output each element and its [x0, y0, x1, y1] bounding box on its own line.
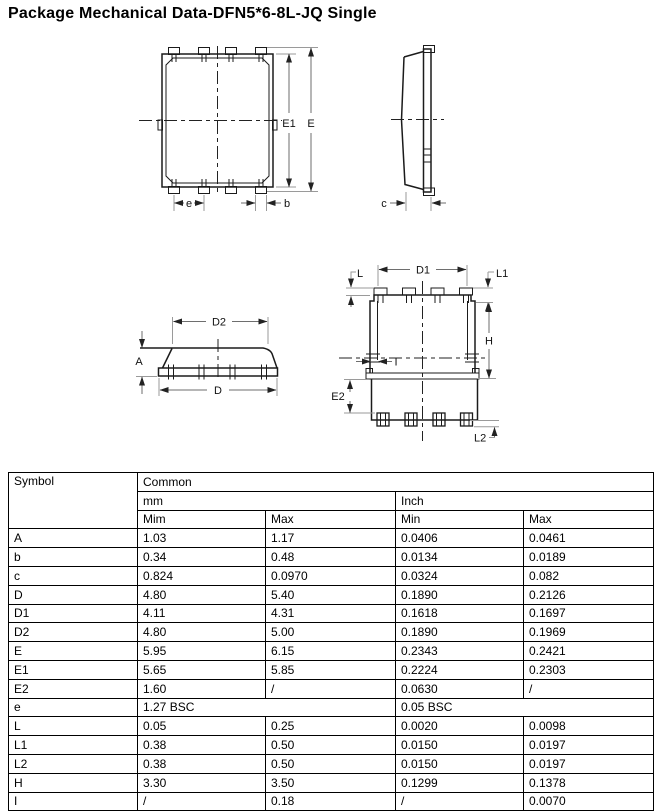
mm-max-cell: 5.00 — [266, 623, 396, 642]
inch-min-cell: 0.0630 — [396, 679, 524, 698]
inch-min-cell: 0.2343 — [396, 642, 524, 661]
inch-max-cell: 0.0189 — [524, 548, 654, 567]
mm-min-cell: 1.03 — [138, 529, 266, 548]
table-row — [9, 585, 654, 604]
inch-max-cell: 0.1697 — [524, 604, 654, 623]
header-common: Common — [138, 473, 654, 492]
dim-b — [241, 195, 290, 211]
mm-max-cell: 3.50 — [266, 773, 396, 792]
dim-D — [159, 378, 277, 397]
top-view — [139, 46, 318, 211]
mm-min-cell: 1.60 — [138, 679, 266, 698]
symbol-cell: E — [9, 642, 138, 661]
table-row — [9, 679, 654, 698]
header-mm-max: Max — [266, 510, 396, 529]
table-row — [9, 717, 654, 736]
symbol-cell: e — [9, 698, 138, 717]
table-row — [9, 529, 654, 548]
dim-label-E2: E2 — [331, 391, 345, 403]
symbol-cell: A — [9, 529, 138, 548]
mm-max-cell: 6.15 — [266, 642, 396, 661]
dim-L2 — [470, 421, 499, 445]
inch-max-cell: 0.1378 — [524, 773, 654, 792]
mm-max-cell: 4.31 — [266, 604, 396, 623]
dim-label-c: c — [381, 198, 387, 210]
table-row — [9, 660, 654, 679]
mm-min-cell: 3.30 — [138, 773, 266, 792]
dim-L1 — [473, 268, 508, 311]
dim-label-L: L — [356, 268, 364, 280]
inch-max-cell: 0.2421 — [524, 642, 654, 661]
inch-min-cell: 0.0324 — [396, 566, 524, 585]
inch-min-cell: 0.0134 — [396, 548, 524, 567]
dimension-table — [8, 472, 654, 811]
inch-max-cell: 0.082 — [524, 566, 654, 585]
symbol-cell: c — [9, 566, 138, 585]
symbol-cell: D — [9, 585, 138, 604]
inch-max-cell: 0.0098 — [524, 717, 654, 736]
table-row-bsc — [9, 698, 654, 717]
inch-max-cell: 0.0197 — [524, 754, 654, 773]
dim-D2 — [173, 317, 269, 345]
mm-bsc-cell: 1.27 BSC — [138, 698, 396, 717]
symbol-cell: L — [9, 717, 138, 736]
inch-max-cell: / — [524, 679, 654, 698]
inch-max-cell: 0.2303 — [524, 660, 654, 679]
inch-min-cell: 0.2224 — [396, 660, 524, 679]
page-title: Package Mechanical Data-DFN5*6-8L-JQ Single — [8, 5, 377, 22]
symbol-cell: D1 — [9, 604, 138, 623]
inch-min-cell: 0.1890 — [396, 585, 524, 604]
dim-H — [477, 304, 496, 379]
dim-E1 — [276, 54, 296, 187]
mm-max-cell: 0.18 — [266, 792, 396, 811]
side-view — [381, 46, 446, 212]
symbol-cell: E1 — [9, 660, 138, 679]
dim-label-E: E — [307, 118, 315, 130]
symbol-cell: D2 — [9, 623, 138, 642]
header-row-1 — [9, 473, 654, 492]
table-row — [9, 623, 654, 642]
inch-min-cell: 0.1890 — [396, 623, 524, 642]
header-mm: mm — [138, 491, 396, 510]
mm-min-cell: 5.65 — [138, 660, 266, 679]
header-inch-min: Min — [396, 510, 524, 529]
mm-max-cell: 0.50 — [266, 736, 396, 755]
bottom-view — [331, 265, 508, 445]
dim-label-D2: D2 — [211, 316, 227, 329]
mm-max-cell: 5.40 — [266, 585, 396, 604]
mm-min-cell: 0.34 — [138, 548, 266, 567]
symbol-cell: L1 — [9, 736, 138, 755]
mm-min-cell: 4.80 — [138, 623, 266, 642]
symbol-cell: L2 — [9, 754, 138, 773]
inch-max-cell: 0.0197 — [524, 736, 654, 755]
table-row — [9, 566, 654, 585]
dim-e — [174, 195, 204, 211]
symbol-cell: E2 — [9, 679, 138, 698]
table-row — [9, 736, 654, 755]
dim-label-L1: L1 — [496, 268, 509, 280]
inch-max-cell: 0.0070 — [524, 792, 654, 811]
inch-bsc-cell: 0.05 BSC — [396, 698, 654, 717]
inch-max-cell: 0.0461 — [524, 529, 654, 548]
mm-max-cell: 5.85 — [266, 660, 396, 679]
inch-min-cell: 0.0406 — [396, 529, 524, 548]
mm-min-cell: 5.95 — [138, 642, 266, 661]
inch-min-cell: 0.1618 — [396, 604, 524, 623]
dim-label-H: H — [485, 335, 493, 348]
inch-min-cell: 0.1299 — [396, 773, 524, 792]
table-row — [9, 548, 654, 567]
symbol-cell: H — [9, 773, 138, 792]
mm-min-cell: 4.11 — [138, 604, 266, 623]
dim-label-I: I — [394, 356, 398, 369]
dim-L — [346, 268, 373, 307]
dim-label-D1: D1 — [415, 264, 431, 277]
header-inch-max: Max — [524, 510, 654, 529]
inch-min-cell: 0.0150 — [396, 754, 524, 773]
symbol-cell: b — [9, 548, 138, 567]
table-row — [9, 754, 654, 773]
inch-min-cell: 0.0020 — [396, 717, 524, 736]
inch-max-cell: 0.1969 — [524, 623, 654, 642]
mm-min-cell: 0.824 — [138, 566, 266, 585]
dim-label-e: e — [185, 198, 193, 210]
mm-min-cell: 0.38 — [138, 754, 266, 773]
mm-min-cell: / — [138, 792, 266, 811]
inch-min-cell: 0.0150 — [396, 736, 524, 755]
dim-label-L2: L2 — [474, 432, 487, 445]
mm-max-cell: 0.25 — [266, 717, 396, 736]
mm-max-cell: 0.50 — [266, 754, 396, 773]
symbol-cell: I — [9, 792, 138, 811]
table-row — [9, 773, 654, 792]
dim-label-A: A — [135, 356, 143, 368]
dim-label-b: b — [284, 198, 291, 210]
mm-min-cell: 4.80 — [138, 585, 266, 604]
dim-E2 — [331, 380, 375, 414]
dim-label-E1: E1 — [282, 118, 296, 130]
header-mm-min: Mim — [138, 510, 266, 529]
profile-view — [135, 317, 277, 398]
inch-min-cell: / — [396, 792, 524, 811]
table-row — [9, 642, 654, 661]
mm-min-cell: 0.05 — [138, 717, 266, 736]
inch-max-cell: 0.2126 — [524, 585, 654, 604]
header-inch: Inch — [396, 491, 654, 510]
header-symbol: Symbol — [9, 473, 138, 529]
mm-max-cell: 0.48 — [266, 548, 396, 567]
mm-max-cell: 0.0970 — [266, 566, 396, 585]
mm-min-cell: 0.38 — [138, 736, 266, 755]
dim-label-D: D — [214, 385, 222, 397]
table-row — [9, 792, 654, 811]
mm-max-cell: 1.17 — [266, 529, 396, 548]
table-row — [9, 604, 654, 623]
dim-A — [135, 331, 157, 394]
dim-c — [381, 192, 446, 211]
mm-max-cell: / — [266, 679, 396, 698]
